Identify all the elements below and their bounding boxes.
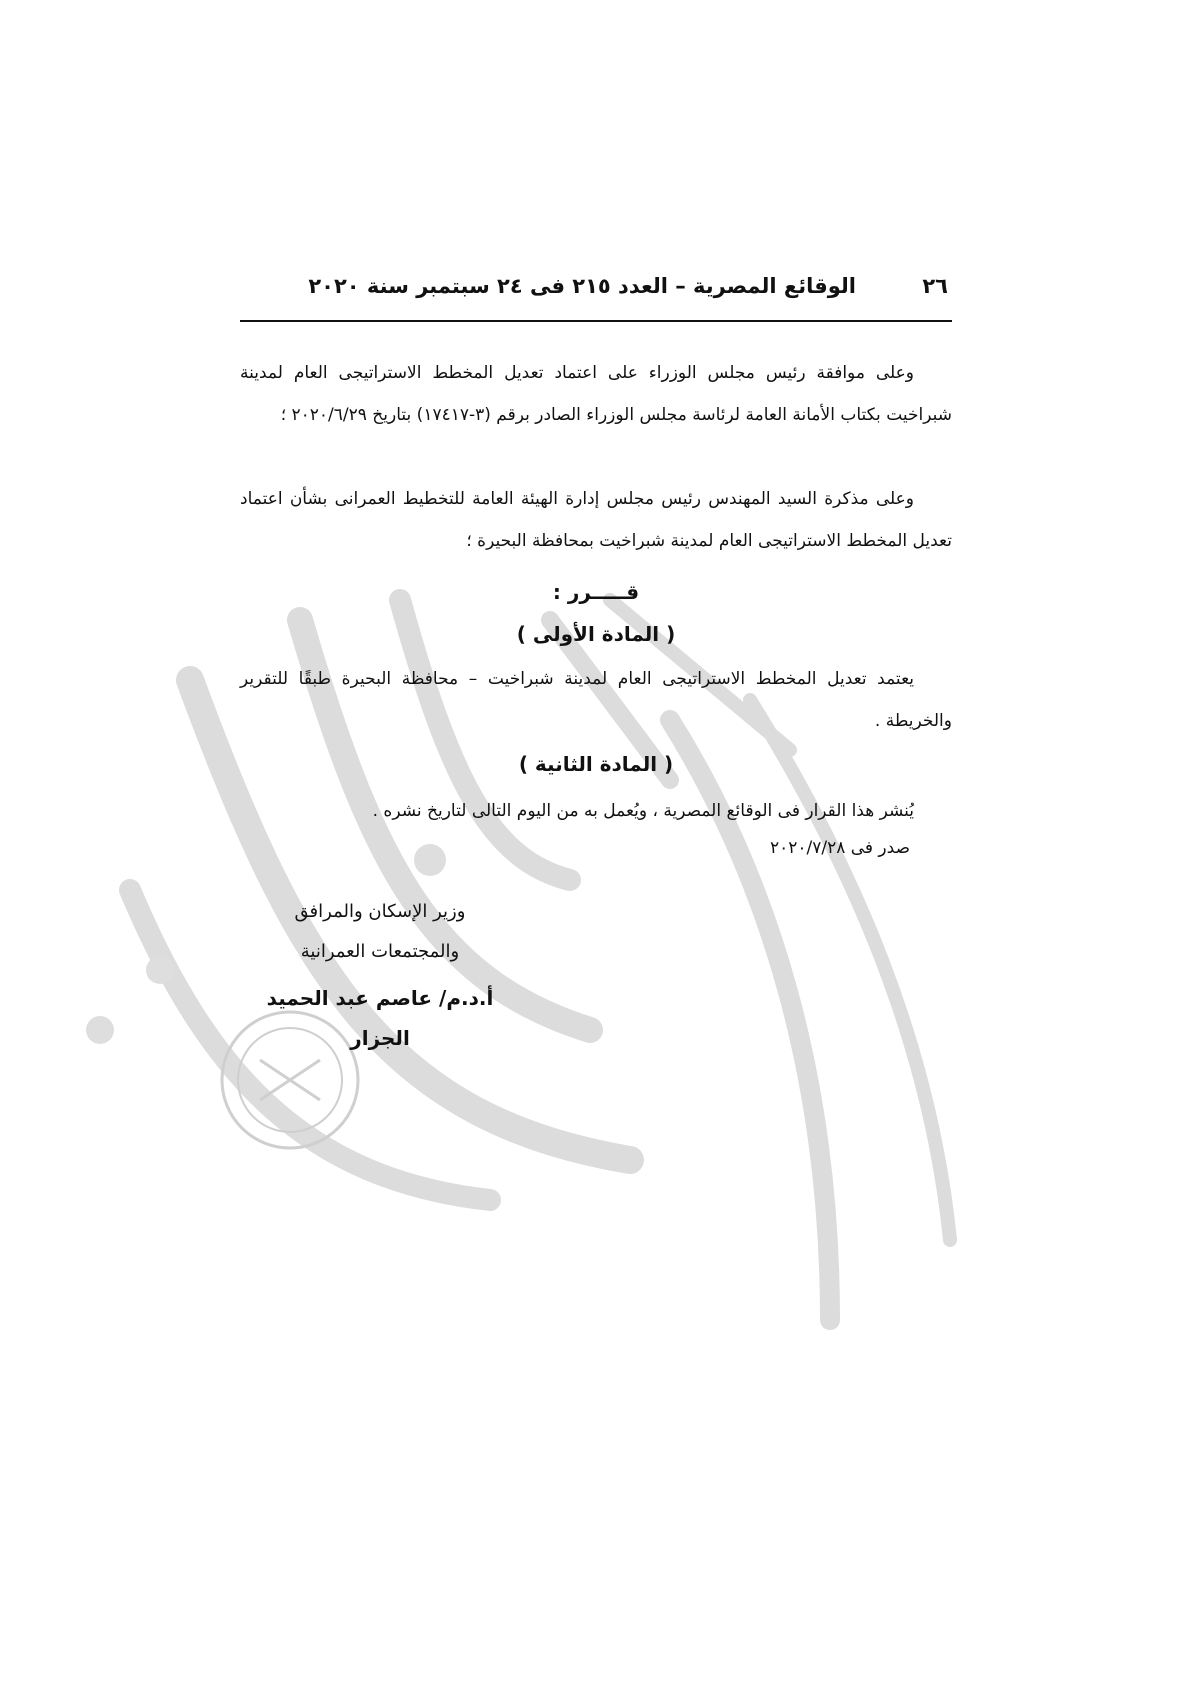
signature-block [240, 892, 520, 1058]
watermark-dot-3 [414, 844, 446, 876]
paragraph-engineer-memo: وعلى مذكرة السيد المهندس رئيس مجلس إدارة الهيئة العامة للتخطيط العمرانى بشأن اعتماد تعديل المخطط الاستراتيجى العام لمدينة شبراخيت بمحافظة البحيرة ؛ [240, 489, 952, 551]
issue-date: صدر فى ٢٠٢٠/٧/٢٨ [769, 838, 910, 858]
article-1-title: ( المادة الأولى ) [516, 622, 676, 646]
page-header [240, 272, 952, 316]
header-divider [240, 320, 952, 322]
page-number: ٢٦ [922, 274, 948, 298]
signature-title-line-2: والمجتمعات العمرانية [300, 941, 460, 962]
article-1-text: يعتمد تعديل المخطط الاستراتيجى العام لمدينة شبراخيت – محافظة البحيرة طبقًا للتقرير والخريطة . [240, 669, 952, 731]
decree-label: قـــــرر : [552, 580, 640, 604]
article-2-title: ( المادة الثانية ) [518, 752, 674, 776]
article-2-text: يُنشر هذا القرار فى الوقائع المصرية ، ويُعمل به من اليوم التالى لتاريخ نشره . [372, 801, 914, 821]
gazette-title: الوقائع المصرية – العدد ٢١٥ فى ٢٤ سبتمبر سنة ٢٠٢٠ [308, 274, 856, 298]
watermark-dot-1 [86, 1016, 114, 1044]
signature-name: أ.د.م/ عاصم عبد الحميد الجزار [266, 986, 494, 1050]
watermark-seal-mark [260, 1060, 320, 1100]
watermark-stroke-6 [750, 700, 950, 1240]
paragraph-pm-approval: وعلى موافقة رئيس مجلس الوزراء على اعتماد تعديل المخطط الاستراتيجى العام لمدينة شبراخيت بكتاب الأمانة العامة لرئاسة مجلس الوزراء الصادر برقم (٣-١٧٤١٧) بتاريخ ٢٠٢٠/٦/٢٩ ؛ [240, 363, 952, 425]
watermark-dot-2 [146, 956, 174, 984]
signature-title-line-1: وزير الإسكان والمرافق [294, 901, 466, 922]
